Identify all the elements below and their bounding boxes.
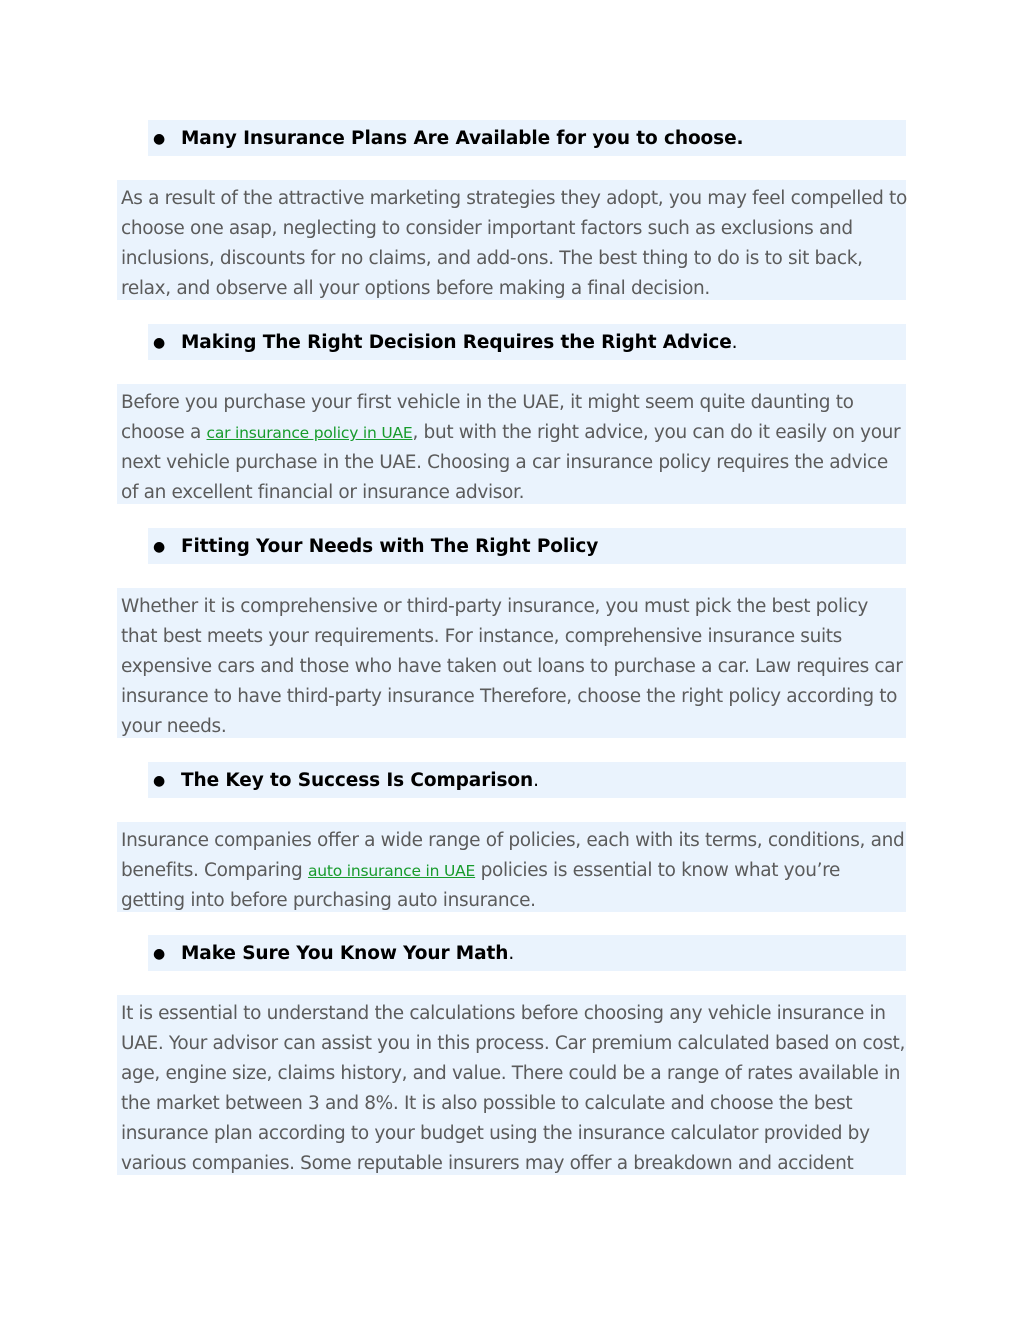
paragraph-text: It is essential to understand the calculations before choosing any vehicle insurance in UAE. Your advisor can assist you in this process. Car premium calculated based on cost, age, engine size, claims history, and value. There could be a range of rates available in the market between 3 and 8%. It is also possible to calculate and choose the best insurance plan according to your budget using the insurance calculator provided by various companies. Some reputable insurers may offer a breakdown and accident — [121, 1003, 905, 1175]
section-heading-math — [148, 935, 906, 971]
heading-text: Making The Right Decision Requires the Right Advice. — [181, 332, 738, 353]
bullet-icon: ● — [153, 773, 166, 789]
bullet-icon: ● — [153, 539, 166, 555]
section-paragraph-comparison — [117, 822, 906, 912]
paragraph-text: As a result of the attractive marketing strategies they adopt, you may feel compelled to choose one asap, neglecting to consider important factors such as exclusions and inclusions, discounts for no claims, and add-ons. The best thing to do is to sit back, relax, and observe all your options before making a final decision. — [121, 188, 907, 300]
section-heading-advice — [148, 324, 906, 360]
paragraph-text: Whether it is comprehensive or third-party insurance, you must pick the best policy that best meets your requirements. For instance, comprehensive insurance suits expensive cars and those who have taken out loans to purchase a car. Law requires car insurance to have third-party insurance Therefore, choose the right policy according to your needs. — [121, 596, 903, 738]
section-paragraph-math — [117, 995, 906, 1175]
bullet-icon: ● — [153, 946, 166, 962]
paragraph-text: Insurance companies offer a wide range of policies, each with its terms, conditions, and benefits. Comparing auto insurance in UAE policies is essential to know what you’re getting into before purchasing auto insurance. — [121, 830, 905, 912]
section-paragraph-needs — [117, 588, 906, 738]
bullet-icon: ● — [153, 335, 166, 351]
heading-text: Fitting Your Needs with The Right Policy — [181, 536, 599, 557]
section-heading-comparison — [148, 762, 906, 798]
heading-text: The Key to Success Is Comparison. — [181, 770, 539, 791]
car-insurance-policy-link[interactable]: car insurance policy in UAE — [206, 424, 413, 443]
section-heading-needs — [148, 528, 906, 564]
heading-text: Make Sure You Know Your Math. — [181, 943, 515, 964]
section-heading-plans — [148, 120, 906, 156]
bullet-icon: ● — [153, 131, 166, 147]
section-paragraph-plans — [117, 180, 906, 300]
paragraph-text: Before you purchase your first vehicle in the UAE, it might seem quite daunting to choose a car insurance policy in UAE, but with the right advice, you can do it easily on your next vehicle purchase in the UAE. Choosing a car insurance policy requires the advice of an excellent financial or insurance advisor. — [121, 392, 901, 504]
heading-text: Many Insurance Plans Are Available for you to choose. — [181, 128, 744, 149]
auto-insurance-link[interactable]: auto insurance in UAE — [307, 862, 476, 881]
section-paragraph-advice — [117, 384, 906, 504]
